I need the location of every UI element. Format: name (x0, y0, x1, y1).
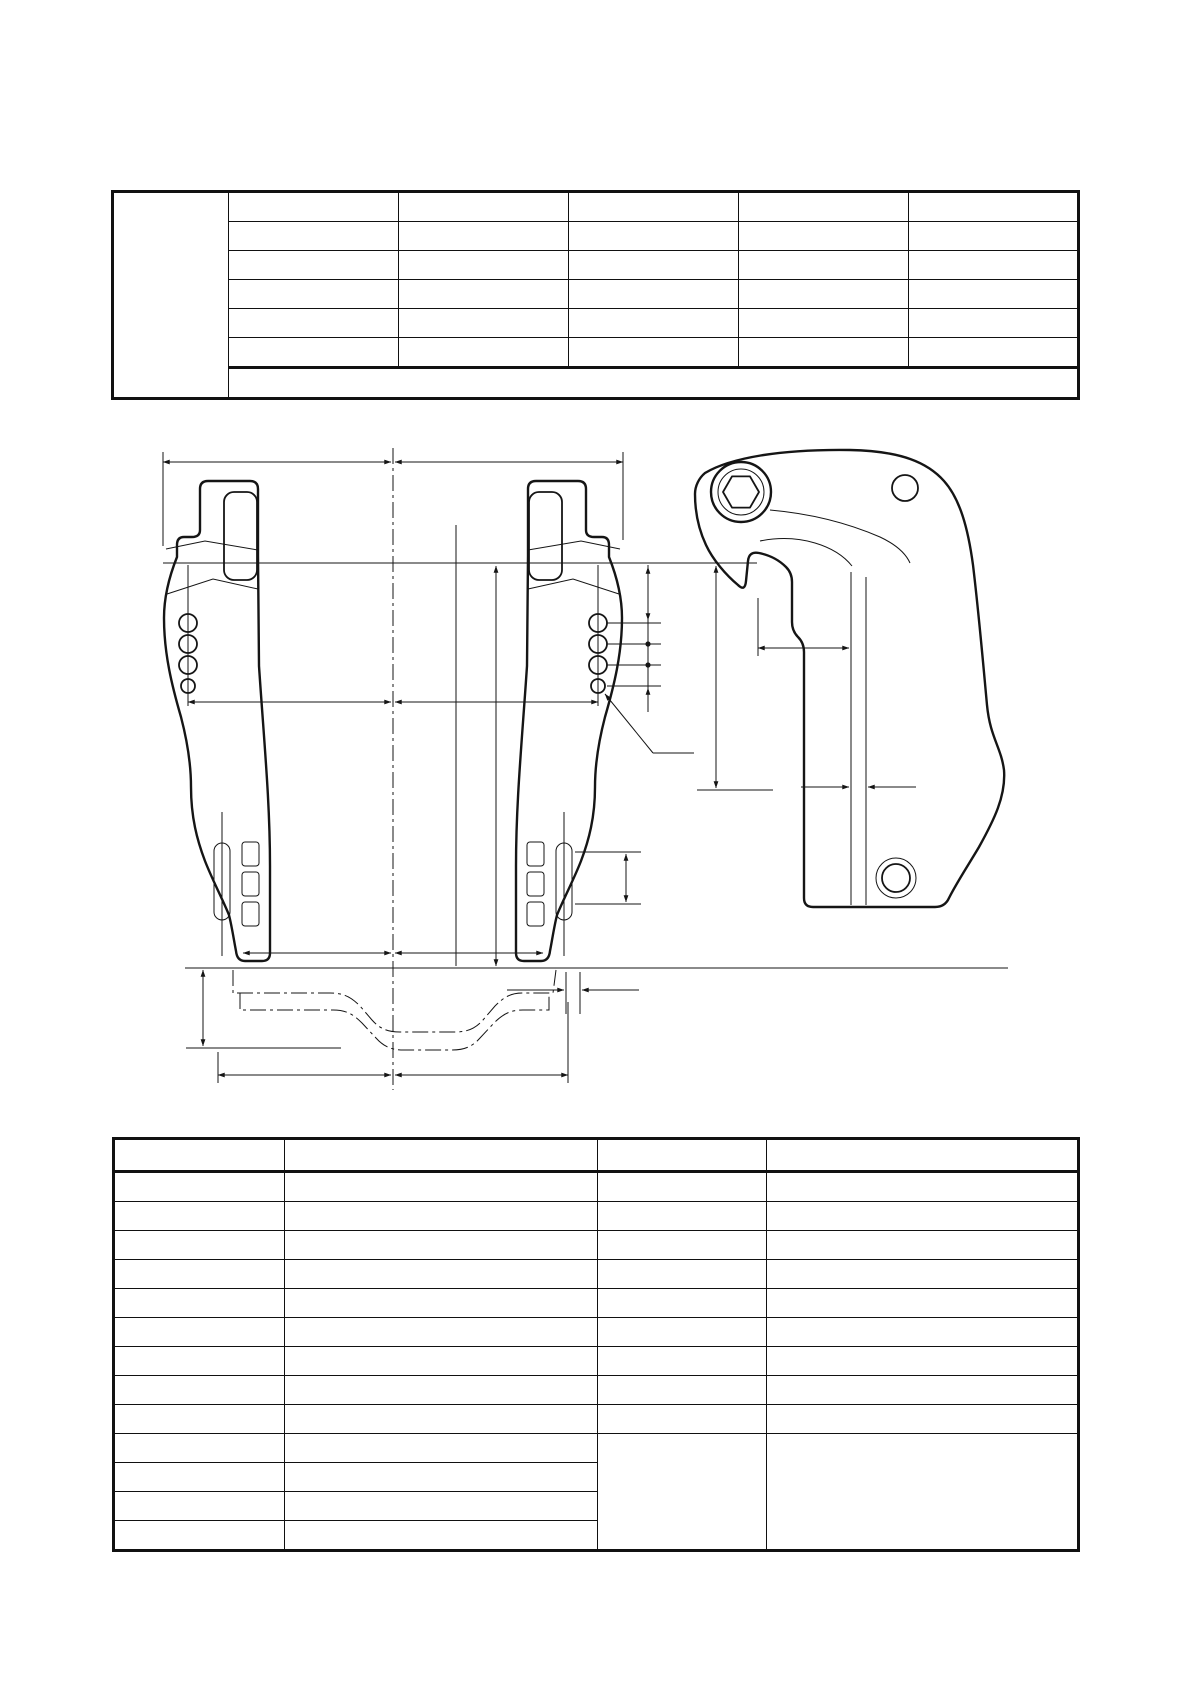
table-cell (739, 338, 909, 368)
upper-hole (892, 475, 918, 501)
table-cell (767, 1260, 1079, 1289)
table-cell (114, 1521, 285, 1551)
merged-cell (767, 1434, 1079, 1551)
merged-cell (598, 1434, 767, 1551)
table-cell (598, 1260, 767, 1289)
table-cell (569, 309, 739, 338)
table-cell (285, 1289, 598, 1318)
left-header-cell (113, 192, 229, 399)
table-cell (399, 192, 569, 222)
table-cell (114, 1231, 285, 1260)
table-cell (285, 1492, 598, 1521)
header-cell (114, 1139, 285, 1172)
side-view (695, 450, 1004, 907)
transom-phantom-outline (233, 970, 556, 1050)
clamp-bracket-outline (695, 450, 1004, 907)
table-cell (114, 1405, 285, 1434)
table-cell (114, 1463, 285, 1492)
table-cell (739, 280, 909, 309)
table-cell (114, 1492, 285, 1521)
table-cell (767, 1231, 1079, 1260)
table-cell (909, 192, 1079, 222)
table-cell (399, 251, 569, 280)
table-cell (285, 1172, 598, 1202)
table-cell (229, 192, 399, 222)
table-cell (739, 222, 909, 251)
table-cell (739, 309, 909, 338)
table-cell (767, 1202, 1079, 1231)
footer-cell (229, 368, 1079, 399)
table-cell (739, 192, 909, 222)
table-cell (114, 1347, 285, 1376)
table-cell (285, 1434, 598, 1463)
header-cell (767, 1139, 1079, 1172)
table-cell (114, 1172, 285, 1202)
header-cell (285, 1139, 598, 1172)
table-cell (285, 1231, 598, 1260)
table-cell (909, 222, 1079, 251)
reference-lines (163, 448, 1008, 1090)
table-cell (229, 338, 399, 368)
table-cell (399, 280, 569, 309)
table-cell (399, 338, 569, 368)
table-cell (114, 1289, 285, 1318)
table-cell (909, 338, 1079, 368)
table-cell (229, 309, 399, 338)
header-cell (598, 1139, 767, 1172)
table-cell (909, 309, 1079, 338)
table-cell (569, 192, 739, 222)
foot-bolt-hole (882, 864, 910, 892)
table-cell (285, 1521, 598, 1551)
table-cell (229, 222, 399, 251)
table-cell (569, 280, 739, 309)
hex-bolt-head (723, 476, 759, 507)
table-cell (569, 222, 739, 251)
table-cell (598, 1172, 767, 1202)
table-cell (598, 1231, 767, 1260)
table-cell (569, 251, 739, 280)
table-cell (767, 1347, 1079, 1376)
table-cell (114, 1318, 285, 1347)
table-cell (569, 338, 739, 368)
table-cell (399, 222, 569, 251)
table-cell (598, 1289, 767, 1318)
table-cell (114, 1260, 285, 1289)
table-cell (598, 1347, 767, 1376)
table-cell (598, 1202, 767, 1231)
pivot-boss (711, 462, 771, 522)
table-cell (285, 1376, 598, 1405)
table-cell (909, 280, 1079, 309)
table-cell (739, 251, 909, 280)
table-cell (767, 1289, 1079, 1318)
table-cell (229, 251, 399, 280)
table-cell (285, 1347, 598, 1376)
table-cell (114, 1376, 285, 1405)
table-cell (285, 1405, 598, 1434)
table-cell (285, 1260, 598, 1289)
table-cell (399, 309, 569, 338)
table-cell (114, 1202, 285, 1231)
table-cell (909, 251, 1079, 280)
table-cell (114, 1434, 285, 1463)
table-cell (767, 1376, 1079, 1405)
table-cell (767, 1172, 1079, 1202)
table-cell (229, 280, 399, 309)
table-cell (285, 1463, 598, 1492)
bottom-parts-table (112, 1137, 1080, 1552)
top-spec-table (111, 190, 1080, 400)
table-cell (285, 1318, 598, 1347)
table-cell (767, 1318, 1079, 1347)
table-cell (598, 1318, 767, 1347)
table-cell (598, 1405, 767, 1434)
table-cell (285, 1202, 598, 1231)
table-cell (598, 1376, 767, 1405)
table-cell (767, 1405, 1079, 1434)
